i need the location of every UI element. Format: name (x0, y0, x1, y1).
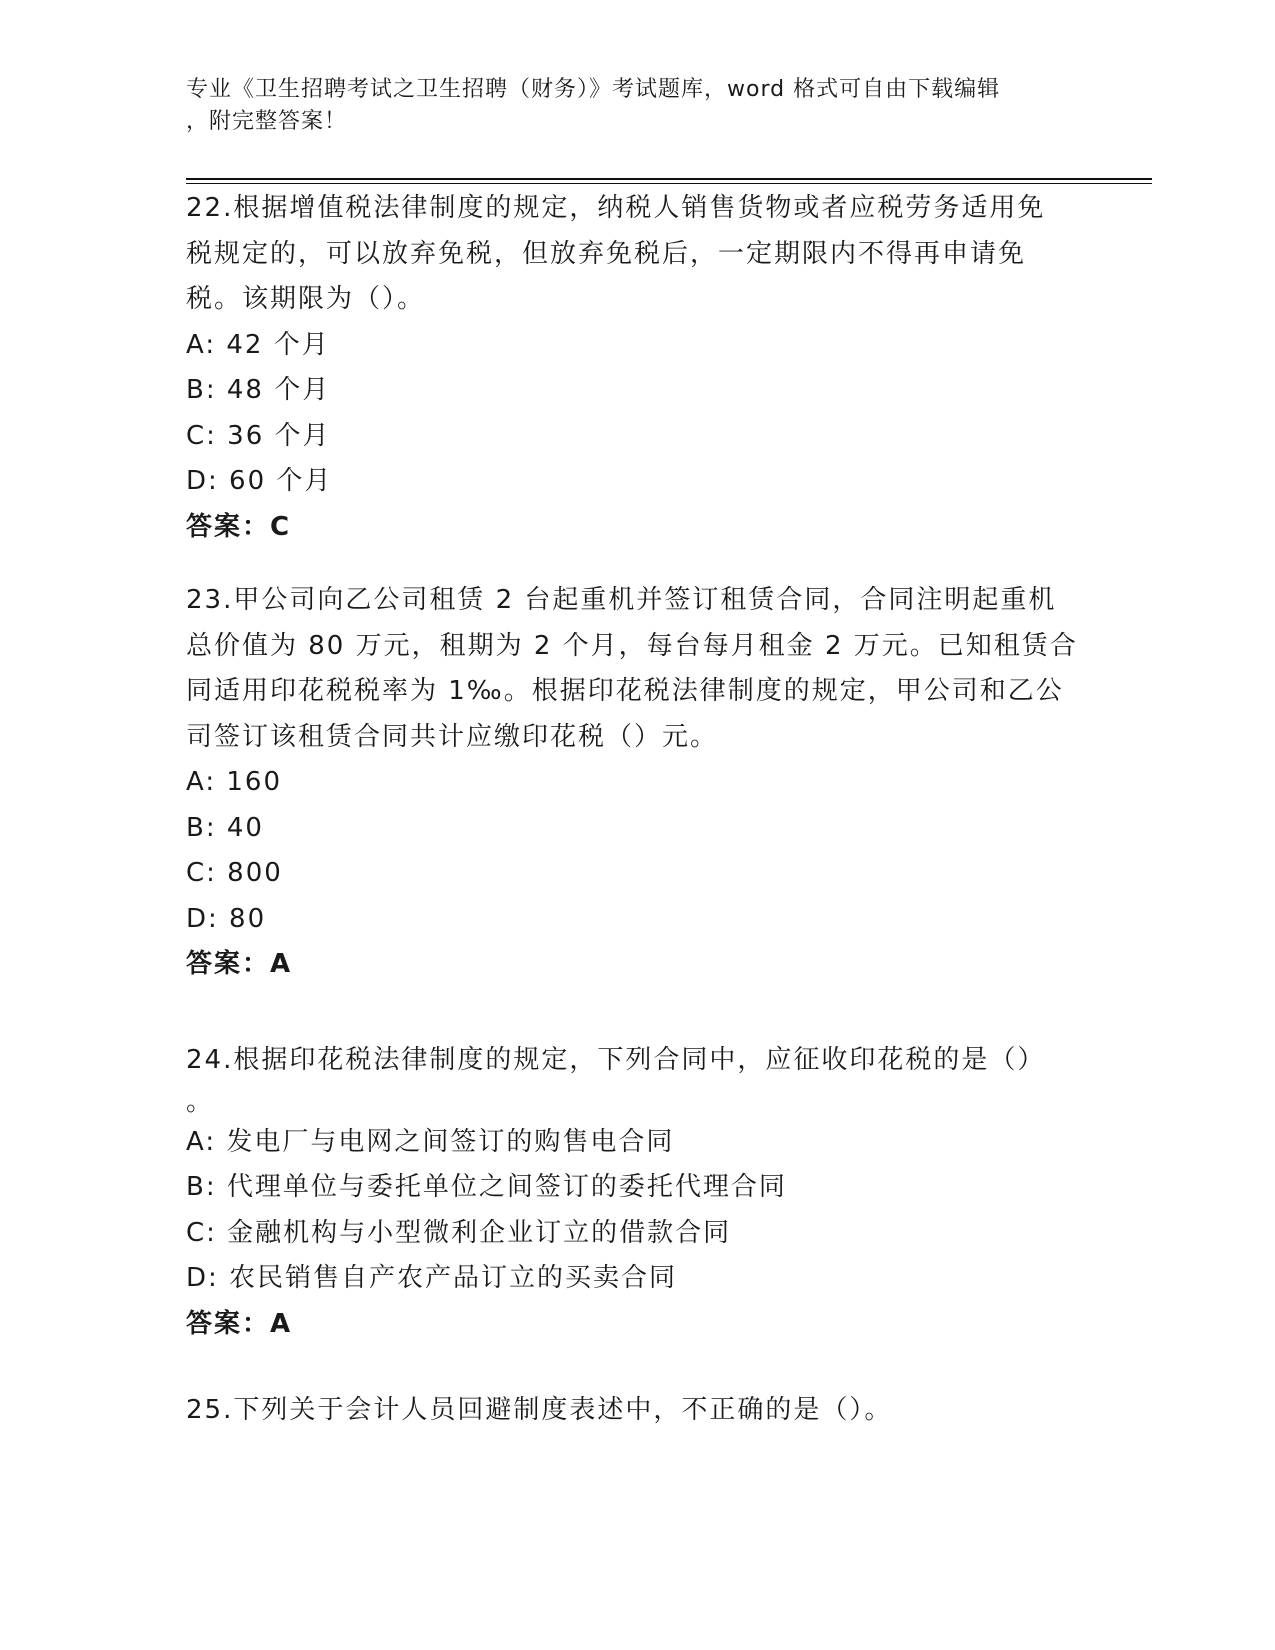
question-stem-line: 同适用印花税税率为 1‰。根据印花税法律制度的规定，甲公司和乙公 (186, 676, 1064, 706)
header-divider-thick (186, 178, 1152, 180)
question-stem-line: 总价值为 80 万元，租期为 2 个月，每台每月租金 2 万元。已知租赁合 (186, 630, 1078, 661)
option-c: C: 800 (186, 858, 283, 888)
option-a: A: 160 (186, 767, 282, 797)
question-stem-line: 24.根据印花税法律制度的规定，下列合同中，应征收印花税的是（） (186, 1045, 1046, 1075)
option-a: A: 42 个月 (186, 329, 330, 360)
question-stem-line: 23.甲公司向乙公司租赁 2 台起重机并签订租赁合同，合同注明起重机 (186, 585, 1057, 615)
answer-line: 答案：A (186, 1308, 293, 1339)
question-stem-line: 。 (186, 1086, 215, 1117)
option-a: A: 发电厂与电网之间签订的购售电合同 (186, 1126, 675, 1157)
option-d: D: 农民销售自产农产品订立的买卖合同 (186, 1263, 678, 1293)
option-d: D: 80 (186, 903, 267, 934)
question-stem-line: 税。该期限为（）。 (186, 284, 426, 314)
option-b: B: 代理单位与委托单位之间签订的委托代理合同 (186, 1172, 787, 1202)
question-stem-line: 税规定的，可以放弃免税，但放弃免税后，一定期限内不得再申请免 (186, 238, 1027, 269)
answer-line: 答案：A (186, 949, 293, 979)
option-c: C: 36 个月 (186, 420, 331, 451)
question-stem-line: 25.下列关于会计人员回避制度表述中，不正确的是（）。 (186, 1395, 893, 1425)
option-d: D: 60 个月 (186, 466, 333, 496)
header-line-1: 专业《卫生招聘考试之卫生招聘（财务）》考试题库，word 格式可自由下载编辑 (186, 77, 1001, 102)
header-line-2: ，附完整答案！ (186, 109, 348, 134)
question-22 (186, 186, 1086, 550)
option-b: B: 48 个月 (186, 375, 331, 405)
option-c: C: 金融机构与小型微利企业订立的借款合同 (186, 1217, 732, 1248)
question-stem-line: 22.根据增值税法律制度的规定，纳税人销售货物或者应税劳务适用免 (186, 193, 1046, 223)
header-divider-thin (186, 183, 1152, 184)
question-stem-line: 司签订该租赁合同共计应缴印花税（）元。 (186, 721, 719, 752)
option-b: B: 40 (186, 812, 264, 843)
question-24 (186, 1038, 1086, 1347)
answer-line: 答案：C (186, 511, 292, 542)
question-23 (186, 578, 1086, 988)
document-header (186, 74, 1066, 138)
question-25 (186, 1388, 1086, 1434)
